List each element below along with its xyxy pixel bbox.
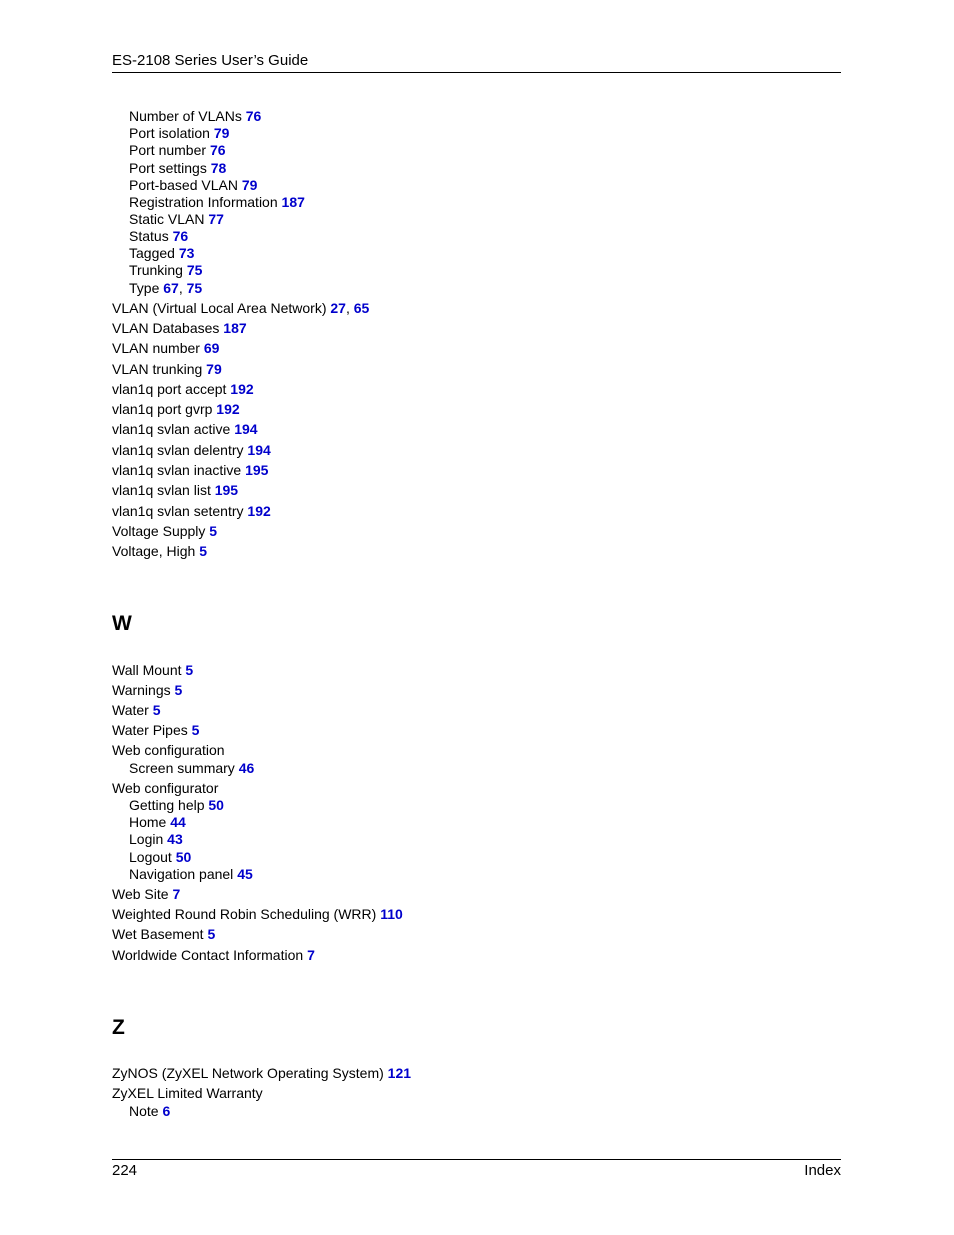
- index-entry: [129, 194, 305, 210]
- section-letter-z: Z: [112, 1016, 125, 1039]
- index-term: Registration Information: [129, 194, 278, 210]
- page-link[interactable]: 5: [207, 926, 216, 942]
- index-entry: [112, 682, 182, 698]
- index-term: ZyXEL Limited Warranty: [112, 1085, 263, 1101]
- index-entry: [112, 381, 254, 397]
- index-entry: [112, 442, 271, 458]
- index-entry: [129, 211, 224, 227]
- page-link[interactable]: 69: [203, 340, 220, 356]
- index-entry: [129, 1103, 170, 1119]
- index-term: Home: [129, 814, 167, 830]
- page-link[interactable]: 121: [387, 1065, 412, 1081]
- index-entry: [112, 947, 315, 963]
- index-term: vlan1q port accept: [112, 381, 227, 397]
- running-header-title: ES-2108 Series User’s Guide: [112, 52, 309, 69]
- index-term: Wall Mount: [112, 662, 182, 678]
- page-link[interactable]: 194: [247, 442, 271, 458]
- index-entry: [112, 780, 218, 796]
- page-link[interactable]: 75: [186, 262, 203, 278]
- index-entry: [112, 722, 199, 738]
- index-entry: [112, 523, 217, 539]
- index-entry: [129, 760, 254, 776]
- index-term: Type: [129, 280, 160, 296]
- index-entry: [129, 245, 194, 261]
- index-term: Voltage Supply: [112, 523, 206, 539]
- index-term: Worldwide Contact Information: [112, 947, 304, 963]
- index-entry: [129, 849, 191, 865]
- page-link[interactable]: 187: [223, 320, 247, 336]
- index-term: vlan1q svlan inactive: [112, 462, 242, 478]
- index-term: Web Site: [112, 886, 169, 902]
- index-entry: [129, 160, 226, 176]
- index-entry: [129, 108, 261, 124]
- index-entry: [112, 742, 225, 758]
- index-term: Voltage, High: [112, 543, 196, 559]
- index-entry: [112, 482, 238, 498]
- index-term: Water Pipes: [112, 722, 188, 738]
- page-link[interactable]: 192: [216, 401, 240, 417]
- page-link[interactable]: 5: [199, 543, 207, 559]
- index-entry: [112, 503, 271, 519]
- index-term: VLAN Databases: [112, 320, 220, 336]
- index-term: Wet Basement: [112, 926, 204, 942]
- index-entry: [112, 662, 193, 678]
- index-term: Warnings: [112, 682, 171, 698]
- index-term: Logout: [129, 849, 172, 865]
- index-entry: [112, 462, 268, 478]
- index-entry: [112, 320, 247, 336]
- index-term: Port-based VLAN: [129, 177, 238, 193]
- page-link[interactable]: 195: [214, 482, 239, 498]
- page-link[interactable]: 76: [209, 142, 226, 158]
- page-link[interactable]: 7: [172, 886, 181, 902]
- index-entry: [129, 280, 202, 296]
- index-term: Note: [129, 1103, 159, 1119]
- page-link[interactable]: 195: [245, 462, 269, 478]
- index-term: Weighted Round Robin Scheduling (WRR): [112, 906, 377, 922]
- page-link[interactable]: 79: [213, 125, 230, 141]
- page-link[interactable]: 50: [208, 797, 224, 813]
- page-link[interactable]: 67: [163, 280, 179, 296]
- index-term: Web configuration: [112, 742, 225, 758]
- index-entry: [129, 831, 183, 847]
- index-term: Navigation panel: [129, 866, 234, 882]
- page-separator: ,: [178, 280, 187, 296]
- index-term: vlan1q port gvrp: [112, 401, 213, 417]
- index-entry: [129, 814, 186, 830]
- index-entry: [129, 866, 253, 882]
- index-term: vlan1q svlan setentry: [112, 503, 244, 519]
- index-term: Login: [129, 831, 164, 847]
- index-entry: [129, 262, 202, 278]
- page-link[interactable]: 194: [234, 421, 258, 437]
- index-entry: [129, 177, 257, 193]
- page-link[interactable]: 78: [210, 160, 227, 176]
- index-entry: [129, 125, 229, 141]
- index-entry: [112, 886, 180, 902]
- page-link[interactable]: 43: [167, 831, 183, 847]
- index-entry: [129, 797, 224, 813]
- page-link[interactable]: 46: [238, 760, 255, 776]
- page-link[interactable]: 5: [174, 682, 183, 698]
- index-term: Status: [129, 228, 169, 244]
- header-divider: [112, 72, 841, 73]
- index-entry: [129, 142, 226, 158]
- index-entry: [112, 543, 207, 559]
- page-link[interactable]: 5: [209, 523, 218, 539]
- index-term: VLAN trunking: [112, 361, 203, 377]
- index-term: VLAN (Virtual Local Area Network): [112, 300, 327, 316]
- index-term: Static VLAN: [129, 211, 205, 227]
- page-link[interactable]: 27: [330, 300, 346, 316]
- page-link[interactable]: 77: [208, 211, 224, 227]
- page-link[interactable]: 75: [186, 280, 203, 296]
- index-entry: [112, 401, 240, 417]
- index-term: Port number: [129, 142, 207, 158]
- page-link[interactable]: 79: [241, 177, 258, 193]
- footer-page-number: 224: [112, 1162, 138, 1179]
- index-term: vlan1q svlan active: [112, 421, 231, 437]
- page-separator: ,: [345, 300, 354, 316]
- index-term: Tagged: [129, 245, 175, 261]
- index-term: Number of VLANs: [129, 108, 242, 124]
- page-link[interactable]: 5: [185, 662, 194, 678]
- index-entry: [112, 906, 403, 922]
- index-term: Trunking: [129, 262, 183, 278]
- page-link[interactable]: 44: [170, 814, 186, 830]
- section-letter-w: W: [112, 612, 132, 635]
- index-term: Port settings: [129, 160, 207, 176]
- page-link[interactable]: 65: [353, 300, 370, 316]
- index-entry: [112, 1085, 263, 1101]
- index-term: Port isolation: [129, 125, 210, 141]
- page-link[interactable]: 45: [237, 866, 253, 882]
- page-link[interactable]: 50: [175, 849, 192, 865]
- page-link[interactable]: 5: [191, 722, 200, 738]
- footer-section-name: Index: [804, 1162, 841, 1179]
- page-link[interactable]: 110: [380, 906, 403, 922]
- index-term: VLAN number: [112, 340, 200, 356]
- page-link[interactable]: 73: [178, 245, 195, 261]
- footer-divider: [112, 1159, 841, 1160]
- page-link[interactable]: 5: [152, 702, 161, 718]
- index-entry: [112, 421, 258, 437]
- index-term: ZyNOS (ZyXEL Network Operating System): [112, 1065, 384, 1081]
- index-entry: [112, 361, 222, 377]
- index-term: Water: [112, 702, 149, 718]
- page-link[interactable]: 76: [245, 108, 262, 124]
- page-link[interactable]: 76: [172, 228, 189, 244]
- index-term: vlan1q svlan list: [112, 482, 211, 498]
- page-link[interactable]: 187: [281, 194, 305, 210]
- index-entry: [112, 1065, 411, 1081]
- index-entry: [112, 702, 161, 718]
- index-term: Web configurator: [112, 780, 219, 796]
- page-link[interactable]: 7: [307, 947, 315, 963]
- index-entry: [112, 340, 219, 356]
- page-link[interactable]: 192: [230, 381, 254, 397]
- index-term: Screen summary: [129, 760, 235, 776]
- index-entry: [129, 228, 188, 244]
- index-entry: [112, 300, 369, 316]
- page-link[interactable]: 192: [247, 503, 271, 519]
- page-link[interactable]: 6: [162, 1103, 171, 1119]
- index-term: Getting help: [129, 797, 205, 813]
- index-entry: [112, 926, 215, 942]
- page-link[interactable]: 79: [206, 361, 222, 377]
- index-term: vlan1q svlan delentry: [112, 442, 244, 458]
